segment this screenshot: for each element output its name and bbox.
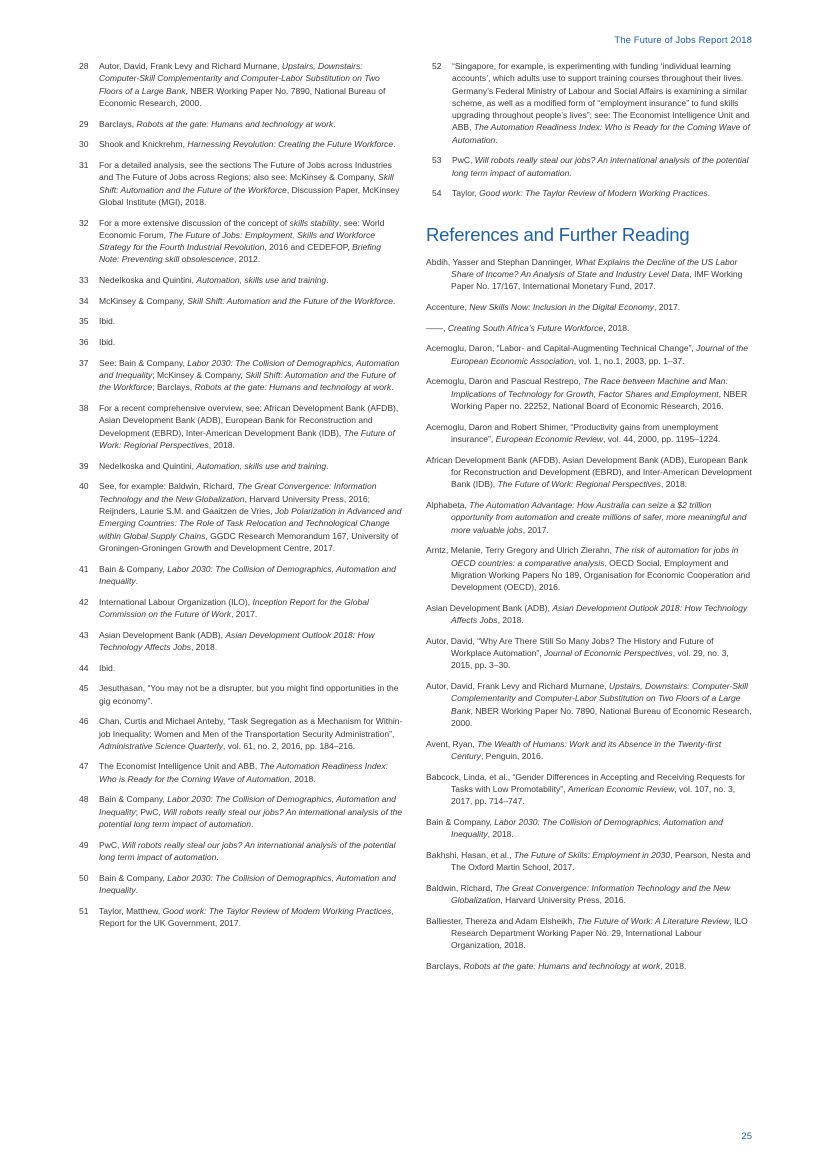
italic-title: Creating South Africa’s Future Workforce [447, 322, 604, 333]
endnote-text [99, 629, 403, 654]
references-list [426, 256, 752, 973]
italic-title: The risk of automation for jobs in OECD countries: a comparative analysis [451, 545, 739, 568]
endnote-number: 29 [79, 118, 89, 129]
italic-title: Skill Shift: Automation and the Future of the Workforce [99, 172, 394, 195]
text-run: For a recent comprehensive overview, see: African Development Bank (AFDB), Asian Development Bank (ADB), European Bank for Reconstruction and Development (EBRD), Inter-American Development Bank (IDB), [99, 403, 399, 438]
reference-entry [426, 738, 752, 763]
text-run: Ibid. [99, 316, 116, 327]
italic-title: The Future of Work: Regional Perspectives [497, 479, 661, 490]
reference-entry [426, 256, 752, 293]
endnote-text [99, 295, 403, 307]
endnote-item [79, 138, 403, 150]
text-run: . [251, 819, 254, 830]
text-run: , see: World Economic Forum, [99, 217, 385, 240]
text-run: , vol. 61, no. 2, 2016, pp. 184–216. [222, 740, 356, 751]
endnote-number: 49 [79, 839, 89, 850]
endnote-text [99, 760, 403, 785]
endnote-item [79, 315, 403, 327]
reference-entry [426, 322, 752, 334]
endnote-number: 51 [79, 905, 89, 916]
italic-title: The Future of Work: Regional Perspectives [99, 427, 395, 451]
italic-title: Robots at the gate: Humans and technology at work [136, 118, 334, 129]
italic-title: The Great Convergence: Information Technology and the New Globalization [451, 882, 731, 906]
text-run: Autor, David, “Why Are There Still So Many Jobs? The History and Future of Workplace Automation”, [426, 635, 714, 659]
text-run: Baldwin, Richard, [426, 882, 495, 893]
text-run: , 2018. [191, 641, 218, 652]
endnote-text [99, 217, 403, 266]
endnote-item [79, 357, 403, 394]
italic-title: Robots at the gate: Humans and technology at work [463, 961, 661, 972]
text-run: McKinsey & Company, [99, 295, 188, 306]
text-run: , 2018. [603, 322, 630, 333]
italic-title: The Future of Jobs: Employment, Skills and Workforce Strategy for the Fourth Industrial Revolution [99, 229, 375, 253]
endnote-text [446, 60, 752, 146]
text-run: Taylor, [452, 188, 480, 199]
italic-title: Briefing Note: Preventing skill obsolescence [99, 242, 382, 265]
italic-title: Labor 2030: The Collision of Demographics, Automation and Inequality [451, 816, 723, 840]
endnote-text [99, 793, 403, 830]
endnote-item [79, 563, 403, 588]
italic-title: Asian Development Outlook 2018: How Technology Affects Jobs [451, 602, 748, 626]
endnote-text [99, 402, 403, 451]
text-run: Jesuthasan, “You may not be a disrupter, but you might find opportunities in the gig economy”. [99, 683, 399, 706]
italic-title: Good work: The Taylor Review of Modern Working Practices [162, 905, 392, 916]
italic-title: Automation, skills use and training [196, 460, 327, 471]
reference-entry [426, 960, 752, 972]
text-run: Asian Development Bank (ADB), [99, 629, 226, 640]
endnote-number: 34 [79, 295, 89, 306]
endnote-number: 38 [79, 403, 89, 414]
endnote-number: 41 [79, 563, 89, 574]
endnote-item [79, 760, 403, 785]
italic-title: Skill Shift: Automation and the Future of the Workforce [99, 370, 396, 393]
endnote-number: 33 [79, 275, 89, 286]
text-run: , 2018. [660, 961, 687, 972]
endnote-text [99, 662, 403, 674]
text-run: Nedelkoska and Quintini, [99, 460, 197, 471]
endnote-text [99, 839, 403, 864]
endnotes-right-column [426, 60, 752, 981]
text-run: , NBER Working Paper no. 22252, National Board of Economic Research, 2016. [451, 388, 748, 411]
italic-title: European Economic Review [495, 433, 604, 444]
text-run: Asian Development Bank (ADB), [426, 602, 553, 613]
text-run: Accenture, [426, 302, 470, 313]
endnote-number: 53 [432, 155, 442, 166]
endnote-number: 52 [432, 61, 442, 71]
italic-title: Asian Development Outlook 2018: How Technology Affects Jobs [99, 629, 375, 652]
reference-entry [426, 849, 752, 874]
endnote-item [79, 480, 403, 554]
reference-entry [426, 454, 752, 491]
endnote-number: 47 [79, 761, 89, 772]
text-run: For a more extensive discussion of the concept of [99, 217, 290, 228]
text-run: , Pearson, Nesta and The Oxford Martin School, 2017. [451, 849, 751, 873]
endnotes-left-column [79, 60, 403, 938]
endnote-text [99, 872, 403, 897]
text-run: . [393, 139, 396, 150]
text-run: ; Barclays, [152, 382, 195, 393]
endnote-item [79, 217, 403, 266]
endnote-number: 28 [79, 61, 89, 71]
text-run: , vol. 44, 2000, pp. 1195–1224. [603, 433, 721, 444]
text-run: , IMF Working Paper No. 17/167, International Monetary Fund, 2017. [451, 269, 743, 292]
endnote-item [79, 715, 403, 752]
endnote-text [99, 138, 403, 150]
endnote-text [99, 596, 403, 621]
reference-entry [426, 602, 752, 627]
endnote-item [79, 905, 403, 930]
text-run: , 2016 and CEDEFOP, [264, 242, 353, 253]
text-run: Balliester, Thereza and Adam Elsheikh, [426, 915, 577, 926]
endnote-item [79, 336, 403, 348]
text-run: . [569, 167, 572, 178]
endnote-item [79, 60, 403, 109]
text-run: Nedelkoska and Quintini, [99, 275, 197, 286]
text-run: Bain & Company, [99, 872, 168, 883]
text-run: . [393, 295, 396, 306]
endnote-number: 40 [79, 481, 89, 492]
text-run: PwC, [452, 155, 475, 166]
endnote-text [99, 563, 403, 588]
italic-title: Job Polarization in Advanced and Emerging Countries: The Role of Task Relocation and Technological Change within Global Supply Chains [99, 506, 402, 541]
endnote-number: 46 [79, 716, 89, 727]
italic-title: The Future of Work: A Literature Review [576, 915, 730, 926]
text-run: Alphabeta, [426, 499, 470, 510]
italic-title: Labor 2030: The Collision of Demographics, Automation and Inequality [99, 794, 396, 817]
italic-title: Robots at the gate: Humans and technology at work [194, 382, 392, 393]
text-run: ; PwC, [135, 806, 164, 817]
endnote-item [426, 187, 752, 199]
endnote-text [99, 118, 403, 130]
text-run: , Penguin, 2016. [480, 750, 544, 761]
endnote-item [79, 118, 403, 130]
text-run: . [391, 382, 394, 393]
text-run: , OECD Social, Employment and Migration Working Papers No 189, Organisation for Economic Cooperation and Development (OECD), 2016. [451, 557, 751, 593]
italic-title: Labor 2030: The Collision of Demographics, Automation and Inequality [99, 357, 400, 381]
references-heading: References and Further Reading [426, 223, 690, 245]
text-run: Avent, Ryan, [426, 738, 478, 749]
text-run: Chan, Curtis and Michael Anteby, “Task Segregation as a Mechanism for Within-job Inequality: Women and Men of the Transportation Security Administration”, [99, 716, 403, 739]
italic-title: American Economic Review [567, 783, 675, 794]
text-run: , ILO Research Department Working Paper No. 29, International Labour Organization, 2018. [451, 915, 748, 951]
text-run: For a detailed analysis, see the sections The Future of Jobs across Industries and The Future of Jobs across Regions; also see: McKinsey & Company, [99, 159, 392, 183]
endnote-text [99, 682, 403, 707]
endnotes-list [426, 60, 752, 200]
text-run: ——, [426, 322, 448, 333]
text-run: Barclays, [99, 118, 137, 129]
italic-title: Good work: The Taylor Review of Modern Working Practices [479, 188, 708, 199]
italic-title: The Automation Readiness Index: Who is Ready for the Coming Wave of Automation [452, 122, 750, 145]
text-run: , 2017. [654, 302, 681, 313]
italic-title: Will robots really steal our jobs? An international analysis of the potential long term impact of automation [452, 155, 749, 178]
endnote-number: 54 [432, 188, 442, 199]
reference-entry [426, 375, 752, 412]
text-run: Acemoglu, Daron and Robert Shimer, “Productivity gains from unemployment insurance”, [426, 421, 719, 444]
italic-title: Journal of Economic Perspectives [543, 648, 673, 659]
text-run: Bain & Company, [99, 794, 168, 805]
text-run: Autor, David, Frank Levy and Richard Murnane, [426, 681, 609, 692]
italic-title: Upstairs, Downstairs: Computer-Skill Complementarity and Computer-Labor Substitution on Two Floors of a Large Bank [451, 681, 748, 716]
text-run: . [333, 118, 336, 129]
text-run: , vol. 29, no. 3, 2015, pp. 3–30. [451, 648, 729, 671]
endnote-item [79, 839, 403, 864]
text-run: . [326, 460, 329, 471]
text-run: , vol. 1, no.1, 2003, pp. 1–37. [573, 355, 685, 366]
endnote-number: 30 [79, 139, 89, 150]
text-run: . [135, 575, 138, 586]
endnote-text [99, 460, 403, 472]
endnote-item [79, 793, 403, 830]
endnote-text [99, 480, 403, 554]
text-run: Babcock, Linda, et al., “Gender Differences in Accepting and Receiving Requests for Tasks with Low Promotability”, [426, 771, 746, 794]
reference-entry [426, 342, 752, 367]
italic-title: Will robots really steal our jobs? An international analysis of the potential long term impact of automation [99, 839, 396, 863]
text-run: Bakhshi, Hasan, et al., [426, 849, 514, 860]
italic-title: Skill Shift: Automation and the Future of the Workforce [187, 295, 394, 306]
text-run: . [216, 852, 219, 863]
text-run: Bain & Company, [426, 816, 495, 827]
report-title: The Future of Jobs Report 2018 [614, 35, 752, 46]
text-run: Acemoglu, Daron, “Labor- and Capital-Augmenting Technical Change”, [426, 343, 697, 354]
text-run: , vol. 107, no. 3, 2017, pp. 714–747. [451, 783, 736, 807]
endnote-number: 39 [79, 460, 89, 471]
endnote-item [79, 596, 403, 621]
text-run: Bain & Company, [99, 563, 168, 574]
text-run: , 2018. [497, 615, 524, 626]
italic-title: Automation, skills use and training [196, 275, 327, 286]
endnote-item [79, 274, 403, 286]
italic-title: The Wealth of Humans: Work and its Absence in the Twenty-first Century [451, 738, 722, 761]
reference-entry [426, 771, 752, 808]
text-run: , NBER Working Paper No. 7890, National Bureau of Economic Research, 2000. [99, 85, 386, 108]
reference-entry [426, 915, 752, 952]
text-run: , 2017. [231, 608, 258, 619]
endnote-number: 42 [79, 596, 89, 607]
text-run: , 2018. [487, 829, 514, 840]
text-run: Taylor, Matthew, [99, 905, 163, 916]
endnote-number: 32 [79, 217, 89, 228]
endnote-number: 45 [79, 683, 89, 694]
text-run: Abdih, Yasser and Stephan Danninger, [426, 256, 576, 267]
text-run: Barclays, [426, 961, 464, 972]
endnote-text [446, 154, 752, 179]
reference-entry [426, 816, 752, 841]
text-run: , 2018. [289, 773, 316, 784]
endnote-text [99, 905, 403, 930]
italic-title: New Skills Now: Inclusion in the Digital Economy [469, 302, 655, 313]
endnote-text [99, 274, 403, 286]
endnote-item [79, 402, 403, 451]
italic-title: Journal of the European Economic Association [451, 343, 748, 366]
text-run: , 2017. [522, 524, 549, 535]
text-run: , Discussion Paper, McKinsey Global Institute (MGI), 2018. [99, 184, 400, 207]
endnote-item [426, 154, 752, 179]
endnote-item [79, 159, 403, 208]
endnote-text [446, 187, 752, 199]
italic-title: Upstairs, Downstairs: Computer-Skill Complementarity and Computer-Labor Substitution on Two Floors of a Large Bank [99, 61, 380, 96]
text-run: ; McKinsey & Company, [152, 370, 246, 381]
endnote-number: 31 [79, 159, 89, 170]
endnote-number: 37 [79, 357, 89, 368]
text-run: Ibid. [99, 337, 116, 348]
italic-title: The Automation Readiness Index: Who is Ready for the Coming Wave of Automation [99, 761, 389, 784]
reference-entry [426, 499, 752, 536]
text-run: , NBER Working Paper No. 7890, National Bureau of Economic Research, 2000. [451, 705, 752, 728]
text-run: See, for example: Baldwin, Richard, [99, 481, 238, 492]
endnote-item [79, 629, 403, 654]
italic-title: skills stability [289, 217, 339, 228]
text-run: “Singapore, for example, is experimenting with funding ‘individual learning accounts’, which adults use to support training courses throughout their lives. Germany’s Federal Ministry of Labour and Social Affairs is examining a similar scheme, as well as a modified form of “employment insurance” to fund skills upgrading throughout people’s lives”; see: The Economist Intelligence Unit and ABB, [452, 61, 750, 133]
text-run: The Economist Intelligence Unit and ABB, [99, 761, 260, 772]
text-run: . [135, 885, 138, 896]
text-run: See: Bain & Company, [99, 357, 188, 368]
text-run: , GGDC Research Memorandum 167, University of Groningen-Groningen Growth and Development Centre, 2017. [99, 530, 399, 553]
text-run: Ibid. [99, 662, 116, 673]
reference-entry [426, 421, 752, 446]
page-number: 25 [741, 1131, 752, 1142]
text-run: Arntz, Melanie, Terry Gregory and Ulrich Zierahn, [426, 545, 615, 556]
italic-title: The Future of Skills: Employment in 2030 [513, 849, 671, 860]
text-run: . [707, 188, 711, 199]
italic-title: The Race between Machine and Man: Implications of Technology for Growth, Factor Shares and Employment [451, 376, 728, 399]
endnote-item [79, 662, 403, 674]
text-run: , 2012. [233, 254, 261, 265]
endnote-item [426, 60, 752, 146]
text-run: International Labour Organization (ILO), [99, 596, 253, 607]
text-run: PwC, [99, 839, 122, 850]
reference-entry [426, 301, 752, 313]
text-run: Shook and Knickrehm, [99, 139, 188, 150]
italic-title: Inception Report for the Global Commission on the Future of Work [99, 596, 369, 619]
text-run: , Harvard University Press, 2016. [500, 895, 626, 906]
text-run: . [495, 134, 498, 145]
italic-title: Harnessing Revolution: Creating the Future Workforce [187, 139, 394, 150]
endnote-number: 50 [79, 872, 89, 883]
italic-title: Labor 2030: The Collision of Demographics, Automation and Inequality [99, 872, 396, 896]
text-run: , 2018. [660, 479, 688, 490]
endnote-number: 44 [79, 662, 89, 673]
italic-title: Labor 2030: The Collision of Demographics, Automation and Inequality [99, 563, 396, 586]
endnote-text [99, 315, 403, 327]
italic-title: The Automation Advantage: How Australia can seize a $2 trillion opportunity from automation and create millions of safer, more meaningful and more valuable jobs [451, 499, 747, 535]
endnote-number: 36 [79, 337, 89, 348]
text-run: . [326, 275, 329, 286]
endnote-text [99, 336, 403, 348]
endnote-item [79, 872, 403, 897]
endnote-number: 43 [79, 629, 89, 640]
endnote-text [99, 357, 403, 394]
italic-title: Administrative Science Quarterly [99, 740, 223, 751]
text-run: , Report for the UK Government, 2017. [99, 905, 394, 929]
text-run: , Harvard University Press, 2016; Reijnders, Laurie S.M. and Gaaitzen de Vries, [99, 493, 370, 516]
endnote-item [79, 682, 403, 707]
italic-title: The Great Convergence: Information Technology and the New Globalization [99, 481, 377, 504]
text-run: Autor, David, Frank Levy and Richard Murnane, [99, 61, 282, 71]
endnote-item [79, 460, 403, 472]
reference-entry [426, 680, 752, 729]
reference-entry [426, 882, 752, 907]
reference-entry [426, 544, 752, 593]
reference-entry [426, 635, 752, 672]
endnote-text [99, 60, 403, 109]
endnote-item [79, 295, 403, 307]
text-run: African Development Bank (AFDB), Asian Development Bank (ADB), European Bank for Reconstruction and Development (EBRD), and Inter-American Development Bank (IDB), [426, 454, 752, 490]
endnote-text [99, 715, 403, 752]
endnote-number: 35 [79, 316, 89, 327]
endnote-number: 48 [79, 794, 89, 805]
italic-title: Will robots really steal our jobs? An international analysis of the potential long term impact of automation [99, 806, 403, 830]
italic-title: What Explains the Decline of the US Labor Share of Income? An Analysis of State and Industry Level Data [451, 256, 738, 280]
endnote-text [99, 159, 403, 208]
text-run: , 2018. [208, 440, 235, 451]
text-run: Acemoglu, Daron and Pascual Restrepo, [426, 376, 584, 387]
